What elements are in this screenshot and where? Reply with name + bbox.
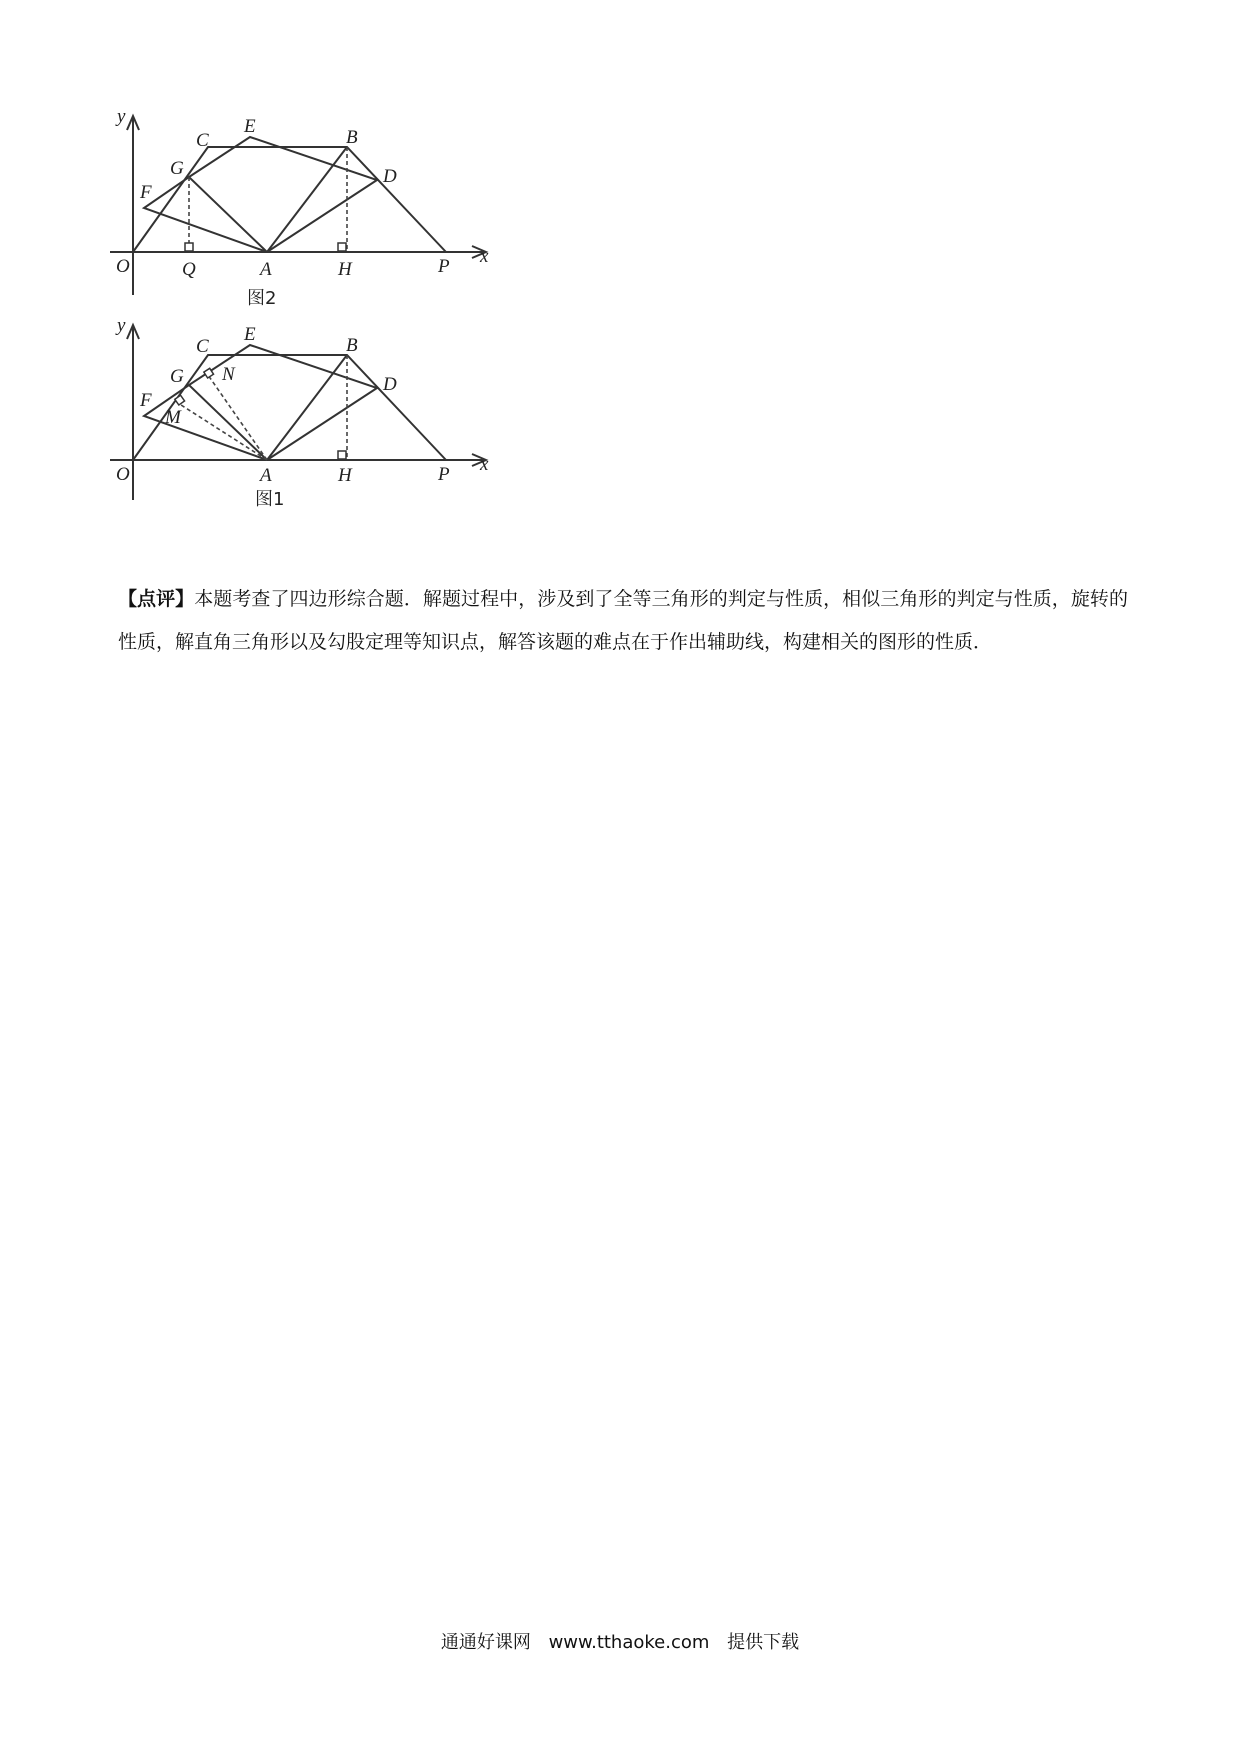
figure-2-diagram <box>110 106 550 340</box>
footer-url[interactable]: www.tthaoke.com <box>548 1632 710 1653</box>
figure-1-diagram <box>110 315 550 570</box>
label-y: y <box>117 315 126 336</box>
label-q: Q <box>182 259 196 280</box>
label-p: P <box>438 464 450 485</box>
label-h: H <box>338 259 352 280</box>
footer-suffix: 提供下载 <box>727 1632 800 1653</box>
label-a: A <box>260 465 272 486</box>
label-a: A <box>260 259 272 280</box>
label-o: O <box>116 256 130 277</box>
footer <box>0 1628 1240 1654</box>
label-m: M <box>165 407 181 428</box>
figure-2 <box>110 106 550 340</box>
segment-ab <box>267 147 347 252</box>
label-e: E <box>244 324 256 345</box>
label-g: G <box>170 366 184 387</box>
dashed-an <box>208 375 267 460</box>
right-angle-q <box>185 243 193 251</box>
label-y: y <box>117 106 126 127</box>
right-angle-h <box>338 451 346 459</box>
label-b: B <box>346 335 358 356</box>
label-g: G <box>170 158 184 179</box>
label-d: D <box>383 166 397 187</box>
label-h: H <box>338 465 352 486</box>
dashed-am <box>178 403 267 460</box>
label-b: B <box>346 127 358 148</box>
segment-ab <box>267 355 347 460</box>
label-x: x <box>480 454 489 475</box>
footer-site-name: 通通好课网 <box>440 1632 531 1653</box>
label-x: x <box>480 246 489 267</box>
label-f: F <box>140 390 152 411</box>
shape-agf <box>144 177 267 252</box>
label-c: C <box>196 336 209 357</box>
right-angle-m <box>175 395 185 405</box>
label-e: E <box>244 116 256 137</box>
figure-2-caption: 图2 <box>247 288 277 309</box>
figure-1 <box>110 315 550 570</box>
label-c: C <box>196 130 209 151</box>
comment-paragraph <box>118 578 1128 664</box>
label-o: O <box>116 464 130 485</box>
label-p: P <box>438 256 450 277</box>
right-angle-h <box>338 243 346 251</box>
label-f: F <box>140 182 152 203</box>
label-d: D <box>383 374 397 395</box>
comment-text: 本题考查了四边形综合题．解题过程中，涉及到了全等三角形的判定与性质，相似三角形的判定与性质，旋转的性质，解直角三角形以及勾股定理等知识点，解答该题的难点在于作出辅助线，构建相关的图形的性质． <box>118 588 1128 653</box>
figure-1-caption: 图1 <box>255 489 285 510</box>
label-n: N <box>222 364 235 385</box>
comment-tag: 【点评】 <box>118 588 195 610</box>
